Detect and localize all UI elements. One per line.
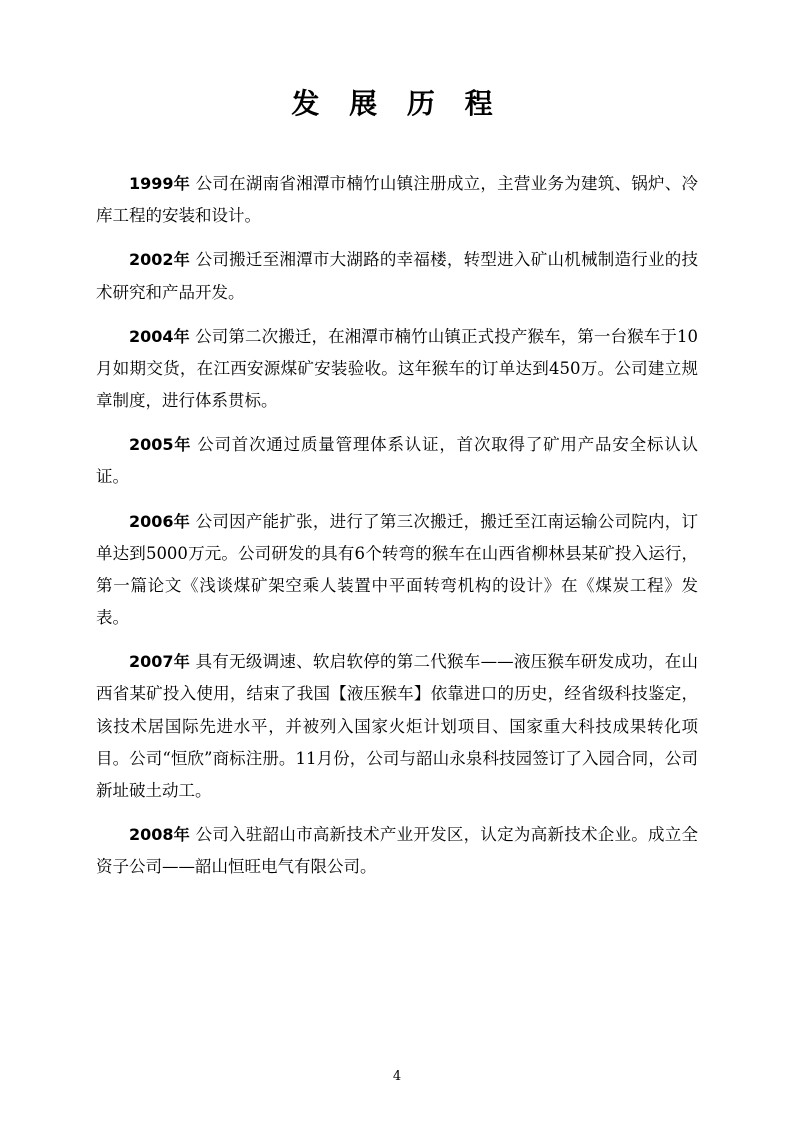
timeline-year: 2005年 bbox=[129, 435, 192, 455]
timeline-text: 公司搬迁至湘潭市大湖路的幸福楼，转型进入矿山机械制造行业的技术研究和产品开发。 bbox=[96, 250, 698, 302]
timeline-paragraph bbox=[96, 244, 698, 308]
timeline-paragraph bbox=[96, 321, 698, 418]
timeline-text: 公司因产能扩张，进行了第三次搬迁，搬迁至江南运输公司院内，订单达到5000万元。公司研发的具有6个转弯的猴车在山西省柳林县某矿投入运行，第一篇论文《浅谈煤矿架空乘人装置中平面转弯机构的设计》在《煤炭工程》发表。 bbox=[96, 511, 698, 628]
page-number: 4 bbox=[392, 1069, 402, 1084]
timeline-paragraph bbox=[96, 506, 698, 635]
timeline-year: 1999年 bbox=[129, 174, 191, 193]
timeline-text: 具有无级调速、软启软停的第二代猴车——液压猴车研发成功，在山西省某矿投入使用，结束了我国【液压猴车】依靠进口的历史，经省级科技鉴定，该技术居国际先进水平，并被列入国家火炬计划项目、国家重大科技成果转化项目。公司“恒欣”商标注册。11月份，公司与韶山永泉科技园签订了入园合同，公司新址破土动工。 bbox=[96, 652, 698, 800]
timeline-text: 公司首次通过质量管理体系认证，首次取得了矿用产品安全标认认证。 bbox=[96, 435, 698, 487]
timeline-text: 公司在湖南省湘潭市楠竹山镇注册成立，主营业务为建筑、锅炉、冷库工程的安装和设计。 bbox=[96, 174, 698, 226]
timeline-paragraph bbox=[96, 819, 698, 883]
page-content bbox=[96, 82, 698, 895]
timeline-year: 2006年 bbox=[129, 511, 191, 531]
timeline-year: 2008年 bbox=[129, 825, 191, 845]
timeline-text: 公司入驻韶山市高新技术产业开发区，认定为高新技术企业。成立全资子公司——韶山恒旺电气有限公司。 bbox=[96, 825, 698, 877]
timeline-paragraph bbox=[96, 168, 698, 232]
timeline-year: 2002年 bbox=[129, 250, 191, 270]
timeline-year: 2004年 bbox=[129, 326, 190, 346]
timeline-paragraph bbox=[96, 429, 698, 493]
timeline-year: 2007年 bbox=[129, 652, 191, 672]
page-title: 发 展 历 程 bbox=[291, 87, 503, 120]
timeline-paragraph bbox=[96, 646, 698, 807]
timeline-text: 公司第二次搬迁，在湘潭市楠竹山镇正式投产猴车，第一台猴车于10月如期交货，在江西安源煤矿安装验收。这年猴车的订单达到450万。公司建立规章制度，进行体系贯标。 bbox=[96, 326, 698, 411]
